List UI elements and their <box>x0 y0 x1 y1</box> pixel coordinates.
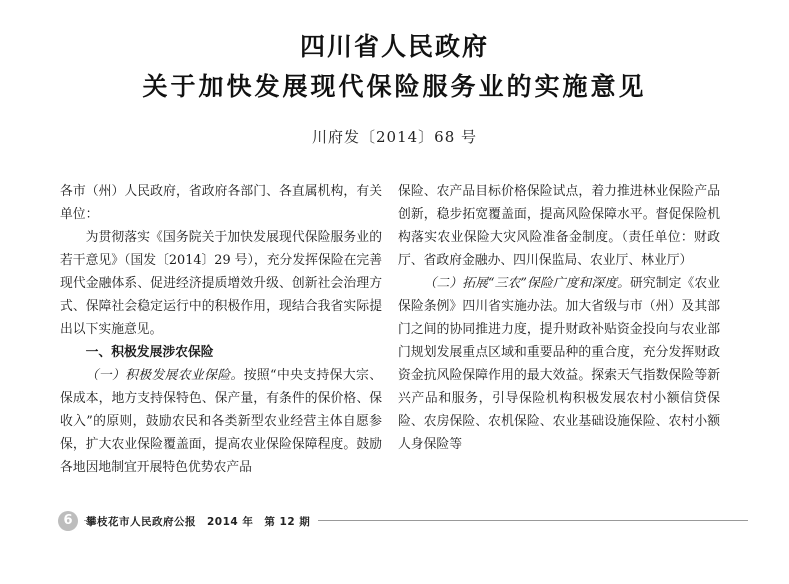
paragraph-1-continued: 保险、农产品目标价格保险试点，着力推进林业保险产品创新，稳步拓宽覆盖面，提高风险保障水平。督促保险机构落实农业保险大灾风险准备金制度。（责任单位：财政厅、省政府金融办、四川保监局、农业厅、林业厅） <box>398 184 720 268</box>
paragraph-1-lead: （一）积极发展农业保险。 <box>85 368 244 383</box>
paragraph-2 <box>398 272 720 456</box>
paragraph-1-body: 按照“中央支持保大宗、保成本，地方支持保特色、保产量，有条件的保价格、保收入”的原则，鼓励农民和各类新型农业经营主体自愿参保，扩大农业保险覆盖面，提高农业保险保障程度。鼓励各地因地制宜开展特色优势农产品 <box>60 368 382 475</box>
page-number-badge: 6 <box>58 511 78 531</box>
paragraph-2-lead: （二）拓展“三农”保险广度和深度。 <box>423 276 630 291</box>
page-footer <box>58 508 748 534</box>
document-title-line1: 四川省人民政府 <box>299 32 489 61</box>
document-title-line2: 关于加快发展现代保险服务业的实施意见 <box>142 72 647 101</box>
salutation: 各市（州）人民政府，省政府各部门、各直属机构，有关单位： <box>60 184 382 222</box>
left-column <box>60 180 382 479</box>
section-heading-1: 一、积极发展涉农保险 <box>85 345 214 360</box>
paragraph-1 <box>60 364 382 479</box>
right-column <box>398 180 720 456</box>
paragraph-2-body: 研究制定《农业保险条例》四川省实施办法。加大省级与市（州）及其部门之间的协同推进力度，提升财政补贴资金投向与农业部门规划发展重点区域和重要品种的重合度，充分发挥财政资金抗风险保障作用的最大效益。探索天气指数保险等新兴产品和服务，引导保险机构积极发展农村小额信贷保险、农房保险、农机保险、农业基础设施保险、农村小额人身保险等 <box>398 276 720 452</box>
footer-source: 攀枝花市人民政府公报 2014 年 第 12 期 <box>86 514 318 529</box>
intro-paragraph: 为贯彻落实《国务院关于加快发展现代保险服务业的若干意见》（国发〔2014〕29 号），充分发挥保险在完善现代金融体系、促进经济提质增效升级、创新社会治理方式、保障社会稳定运行中的积极作用，现结合我省实际提出以下实施意见。 <box>60 230 382 337</box>
document-number: 川府发〔2014〕68 号 <box>311 128 478 146</box>
